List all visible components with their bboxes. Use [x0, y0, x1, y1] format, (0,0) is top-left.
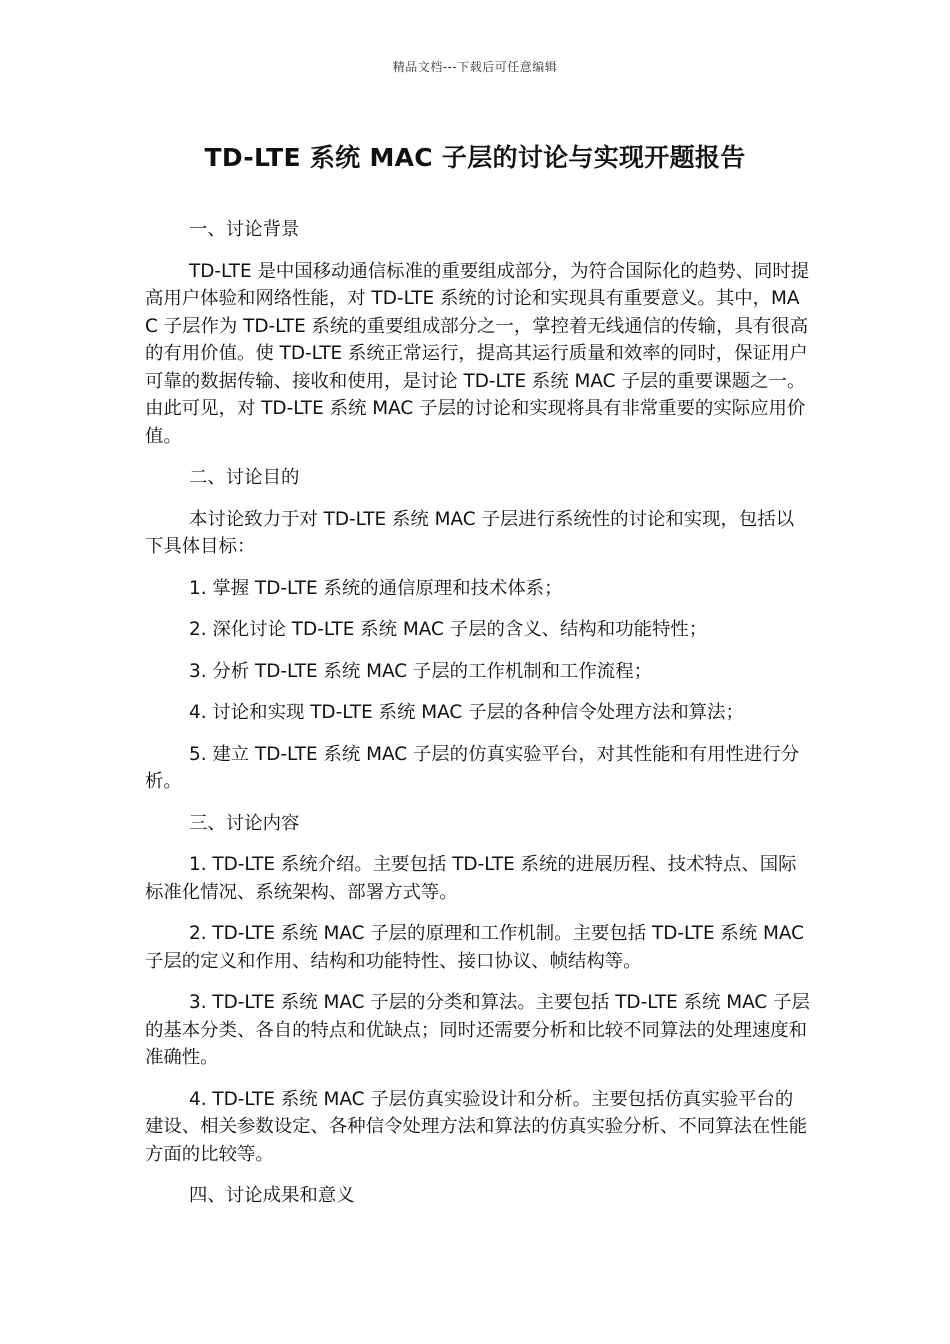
section-heading-background: 一、讨论背景: [189, 219, 300, 240]
list-item-goal-1: 1. 掌握 TD-LTE 系统的通信原理和技术体系；: [189, 577, 563, 599]
section-heading-results: 四、讨论成果和意义: [189, 1185, 355, 1206]
document-title: TD-LTE 系统 MAC 子层的讨论与实现开题报告: [204, 143, 746, 172]
section-heading-purpose: 二、讨论目的: [189, 467, 300, 488]
document-body: [145, 216, 810, 1224]
list-item-content-3: 3. TD-LTE 系统 MAC 子层的分类和算法。主要包括 TD-LTE 系统 MAC 子层的基本分类、各自的特点和优缺点；同时还需要分析和比较不同算法的处理速度和准确性。: [145, 992, 810, 1068]
list-item-content-4: 4. TD-LTE 系统 MAC 子层仿真实验设计和分析。主要包括仿真实验平台的建设、相关参数设定、各种信令处理方法和算法的仿真实验分析、不同算法在性能方面的比较等。: [145, 1088, 808, 1165]
header-note: 精品文档---下载后可任意编辑: [392, 60, 558, 74]
paragraph-purpose-intro: 本讨论致力于对 TD-LTE 系统 MAC 子层进行系统性的讨论和实现，包括以下具体目标：: [145, 508, 795, 557]
list-item-goal-4: 4. 讨论和实现 TD-LTE 系统 MAC 子层的各种信令处理方法和算法；: [189, 702, 744, 723]
section-heading-content: 三、讨论内容: [189, 812, 300, 834]
list-item-goal-5: 5. 建立 TD-LTE 系统 MAC 子层的仿真实验平台，对其性能和有用性进行分析。: [145, 743, 800, 792]
list-item-content-1: 1. TD-LTE 系统介绍。主要包括 TD-LTE 系统的进展历程、技术特点、国际标准化情况、系统架构、部署方式等。: [145, 854, 797, 903]
paragraph-background: TD-LTE 是中国移动通信标准的重要组成部分，为符合国际化的趋势、同时提高用户体验和网络性能，对 TD-LTE 系统的讨论和实现具有重要意义。其中，MAC 子层作为 TD-LTE 系统的重要组成部分之一，掌控着无线通信的传输，具有很高的有用价值。使 TD-LTE 系统正常运行，提高其运行质量和效率的同时，保证用户可靠的数据传输、接收和使用，是讨论 TD-LTE 系统 MAC 子层的重要课题之一。由此可见，对 TD-LTE 系统 MAC 子层的讨论和实现将具有非常重要的实际应用价值。: [145, 260, 810, 447]
list-item-goal-2: 2. 深化讨论 TD-LTE 系统 MAC 子层的含义、结构和功能特性；: [189, 619, 708, 640]
list-item-goal-3: 3. 分析 TD-LTE 系统 MAC 子层的工作机制和工作流程；: [189, 660, 652, 682]
list-item-content-2: 2. TD-LTE 系统 MAC 子层的原理和工作机制。主要包括 TD-LTE 系统 MAC 子层的定义和作用、结构和功能特性、接口协议、帧结构等。: [145, 923, 805, 972]
